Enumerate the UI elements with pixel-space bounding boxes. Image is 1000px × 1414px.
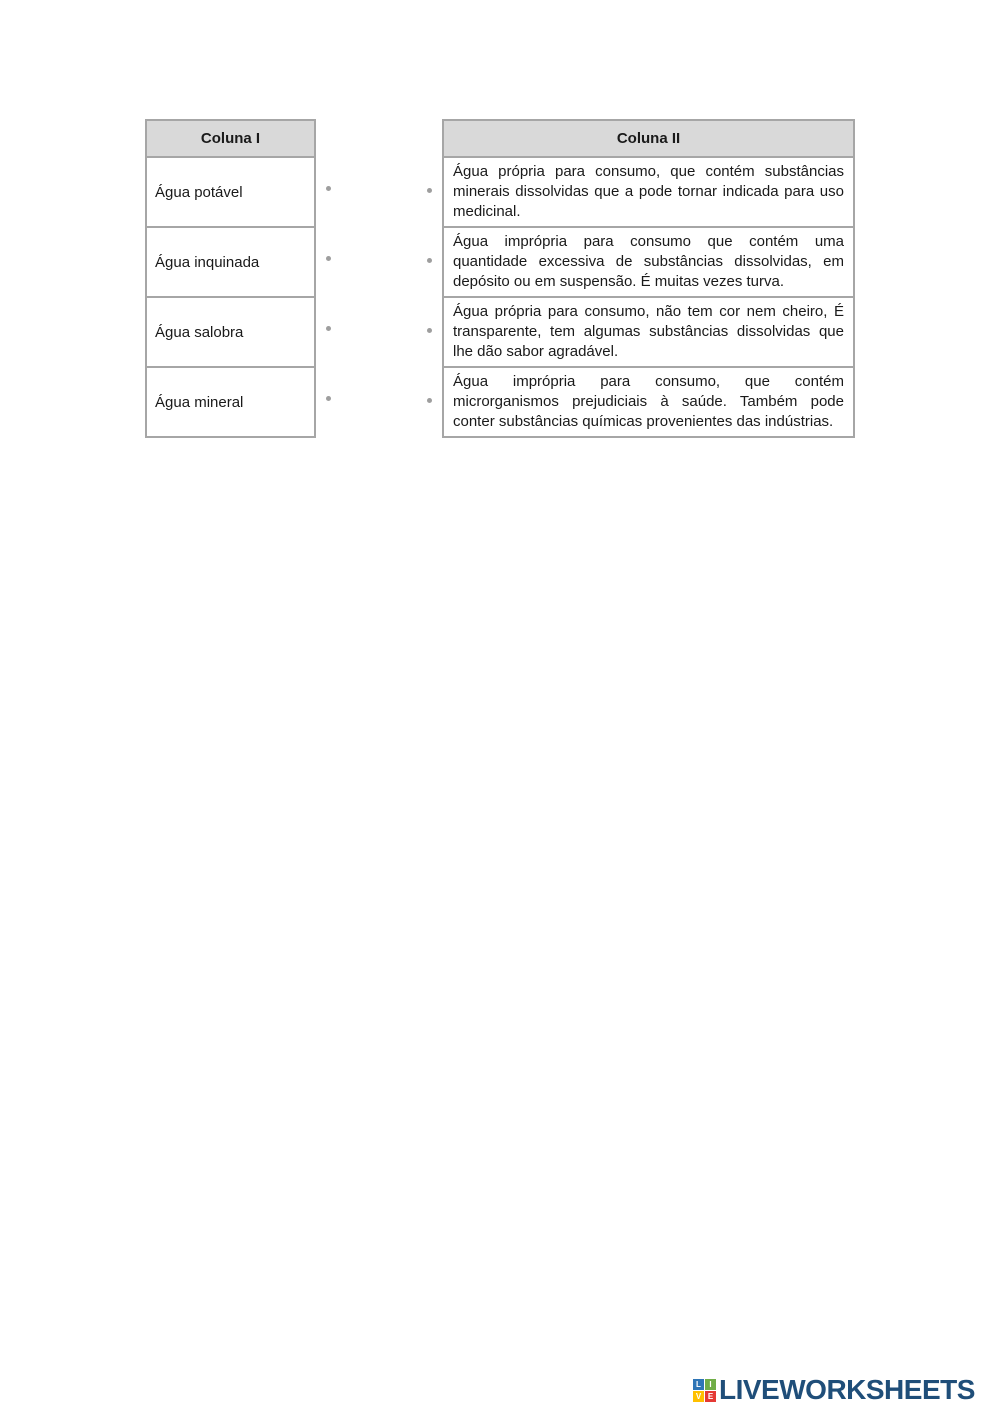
right-match-dot[interactable] [427,258,432,263]
logo-tile: I [705,1379,716,1390]
right-match-dot[interactable] [427,188,432,193]
left-match-dot[interactable] [326,186,331,191]
logo-tiles-icon [693,1379,716,1402]
logo-tile: E [705,1391,716,1402]
column-2-item: Água própria para consumo, que contém substâncias minerais dissolvidas que a pode tornar indicada para uso medicinal. [443,157,854,227]
column-1-item: Água salobra [146,297,315,367]
left-match-dot[interactable] [326,326,331,331]
right-match-dot[interactable] [427,398,432,403]
column-2-item: Água imprópria para consumo, que contém microrganismos prejudiciais à saúde. Também pode conter substâncias químicas provenientes das indústrias. [443,367,854,437]
left-match-dot[interactable] [326,256,331,261]
column-1-table [145,119,316,438]
column-1-item: Água inquinada [146,227,315,297]
left-match-dot[interactable] [326,396,331,401]
right-match-dot[interactable] [427,328,432,333]
column-2-header: Coluna II [443,120,854,157]
column-2-item: Água própria para consumo, não tem cor nem cheiro, É transparente, tem algumas substâncias dissolvidas que lhe dão sabor agradável. [443,297,854,367]
liveworksheets-logo [693,1376,975,1404]
column-1-header: Coluna I [146,120,315,157]
logo-text: LIVEWORKSHEETS [719,1374,975,1405]
logo-tile: V [693,1391,704,1402]
column-1-item: Água mineral [146,367,315,437]
logo-tile: L [693,1379,704,1390]
column-2-table [442,119,855,438]
column-2-item: Água imprópria para consumo que contém uma quantidade excessiva de substâncias dissolvidas, em depósito ou em suspensão. É muitas vezes turva. [443,227,854,297]
column-1-item: Água potável [146,157,315,227]
